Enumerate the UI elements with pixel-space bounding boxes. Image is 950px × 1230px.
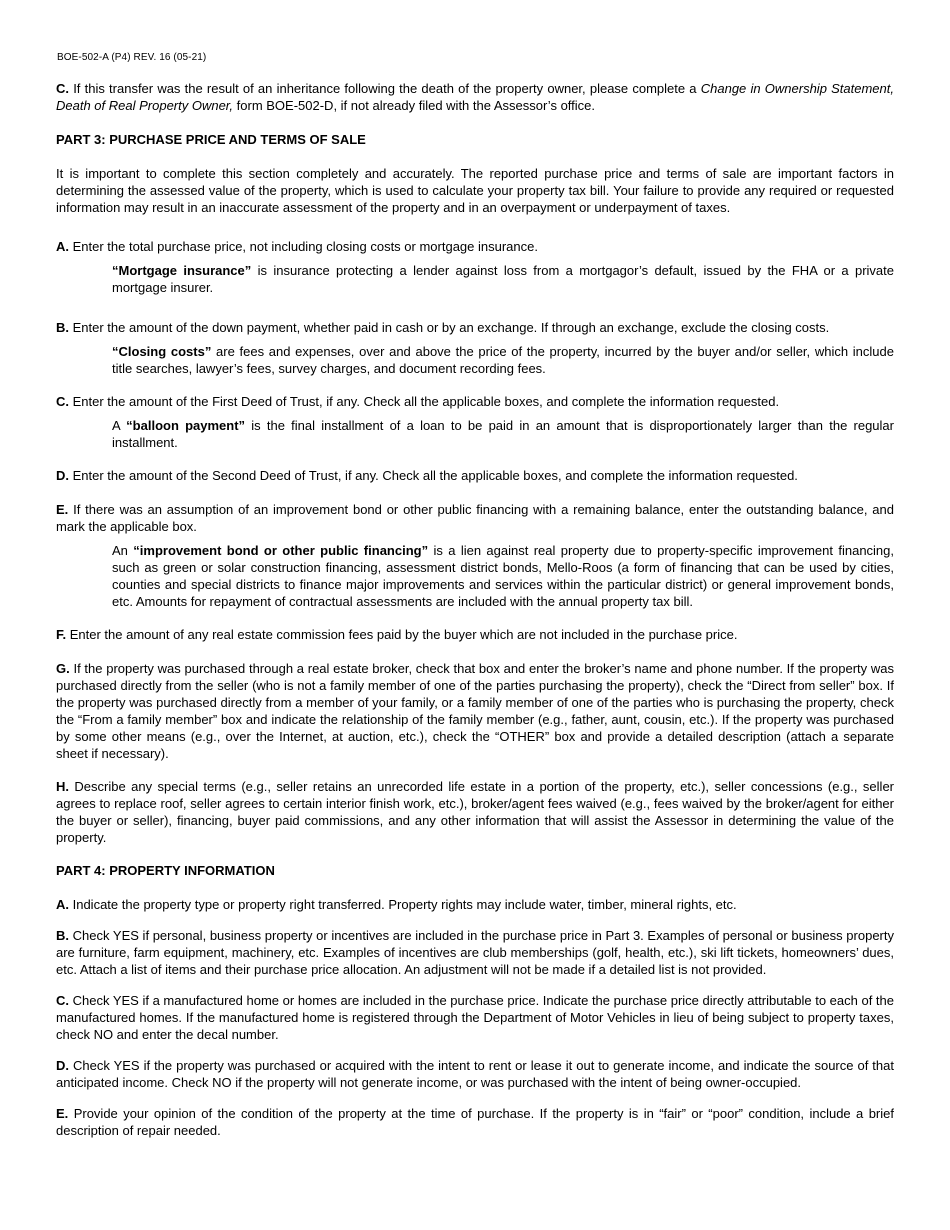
part2-item-c: C. If this transfer was the result of an inheritance following the death of the property owner, please complete a Change in Ownership Statement, Death of Real Property Owner, form BOE-502-D, if not already filed with the Assessor’s office. — [56, 81, 894, 113]
part4-heading: PART 4: PROPERTY INFORMATION — [56, 863, 275, 878]
part3-item-e: E. If there was an assumption of an improvement bond or other public financing with a remaining balance, enter the outstanding balance, and mark the applicable box. — [56, 502, 894, 534]
definition-balloon-payment: A “balloon payment” is the final installment of a loan to be paid in an amount that is disproportionately larger than the regular installment. — [112, 418, 894, 450]
form-id: BOE-502-A (P4) REV. 16 (05-21) — [57, 52, 207, 63]
part3-item-c: C. Enter the amount of the First Deed of Trust, if any. Check all the applicable boxes, and complete the information requested. — [56, 394, 780, 409]
part3-item-f: F. Enter the amount of any real estate commission fees paid by the buyer which are not included in the purchase price. — [56, 627, 738, 642]
definition-mortgage-insurance: “Mortgage insurance” is insurance protecting a lender against loss from a mortgagor’s default, issued by the FHA or a private mortgage insurer. — [112, 263, 894, 295]
part3-item-g: G. If the property was purchased through a real estate broker, check that box and enter the broker’s name and phone number. If the property was purchased directly from the seller (who is not a family member of one of the parties purchasing the property), check the “Direct from seller” box. If the property was purchased directly from a member of your family, or a family member of one of the parties who is purchasing the property, check the “From a family member” box and indicate the relationship of the family member (e.g., father, aunt, cousin, etc.). If the property was purchased by some other means (e.g., over the Internet, at auction, etc.), check the “OTHER” box and provide a detailed description (attach a separate sheet if necessary). — [56, 661, 894, 761]
part4-item-c: C. Check YES if a manufactured home or homes are included in the purchase price. Indicate the purchase price directly attributable to each of the manufactured homes. If the manufactured home is registered through the Department of Motor Vehicles in lieu of being subject to property taxes, check NO and enter the decal number. — [56, 993, 895, 1042]
part4-item-d: D. Check YES if the property was purchased or acquired with the intent to rent or lease it out to generate income, and indicate the source of that anticipated income. Check NO if the property will not generate income, or was purchased with the intent of being owner-occupied. — [56, 1058, 894, 1090]
part4-item-e: E. Provide your opinion of the condition of the property at the time of purchase. If the property is in “fair” or “poor” condition, include a brief description of repair needed. — [56, 1106, 894, 1138]
item-letter: C. — [56, 81, 69, 96]
definition-closing-costs: “Closing costs” are fees and expenses, over and above the price of the property, incurred by the buyer and/or seller, which include title searches, lawyer’s fees, survey charges, and document recording fees. — [112, 344, 894, 376]
part4-item-a: A. Indicate the property type or property right transferred. Property rights may include water, timber, mineral rights, etc. — [56, 897, 737, 912]
part3-item-b: B. Enter the amount of the down payment, whether paid in cash or by an exchange. If through an exchange, exclude the closing costs. — [56, 320, 830, 335]
part3-item-h: H. Describe any special terms (e.g., seller retains an unrecorded life estate in a portion of the property, etc.), seller concessions (e.g., seller agrees to replace roof, seller agrees to certain interior finish work, etc.), broker/agent fees waived (e.g., fees waived by the broker/agent for either the buyer or seller), financing, buyer paid commissions, and any other information that will assist the Assessor in determining the value of the property. — [56, 779, 894, 845]
part3-item-a: A. Enter the total purchase price, not including closing costs or mortgage insurance. — [56, 239, 538, 254]
part3-heading: PART 3: PURCHASE PRICE AND TERMS OF SALE — [56, 132, 366, 147]
part4-item-b: B. Check YES if personal, business property or incentives are included in the purchase price in Part 3. Examples of personal or business property are furniture, farm equipment, machinery, etc. Examples of incentives are club memberships (golf, health, etc.), ski lift tickets, homeowners’ dues, etc. Attach a list of items and their purchase price allocation. An adjustment will not be made if a detailed list is not provided. — [56, 928, 894, 977]
part3-intro: It is important to complete this section completely and accurately. The reported purchase price and terms of sale are important factors in determining the assessed value of the property, which is used to calculate your property tax bill. Your failure to provide any required or requested information may result in an inaccurate assessment of the property and in an overpayment or underpayment of taxes. — [56, 166, 894, 215]
definition-improvement-bond: An “improvement bond or other public financing” is a lien against real property due to property-specific improvement financing, such as green or solar construction financing, assessment district bonds, Mello-Roos (a form of financing that can be used by cities, counties and special districts to finance major improvements and services within the particular district) or general improvement bonds, etc. Amounts for repayment of contractual assessments are included with the annual property tax bill. — [112, 543, 895, 609]
part3-item-d: D. Enter the amount of the Second Deed of Trust, if any. Check all the applicable boxes, and complete the information requested. — [56, 468, 798, 483]
instructions-body — [56, 80, 894, 1139]
